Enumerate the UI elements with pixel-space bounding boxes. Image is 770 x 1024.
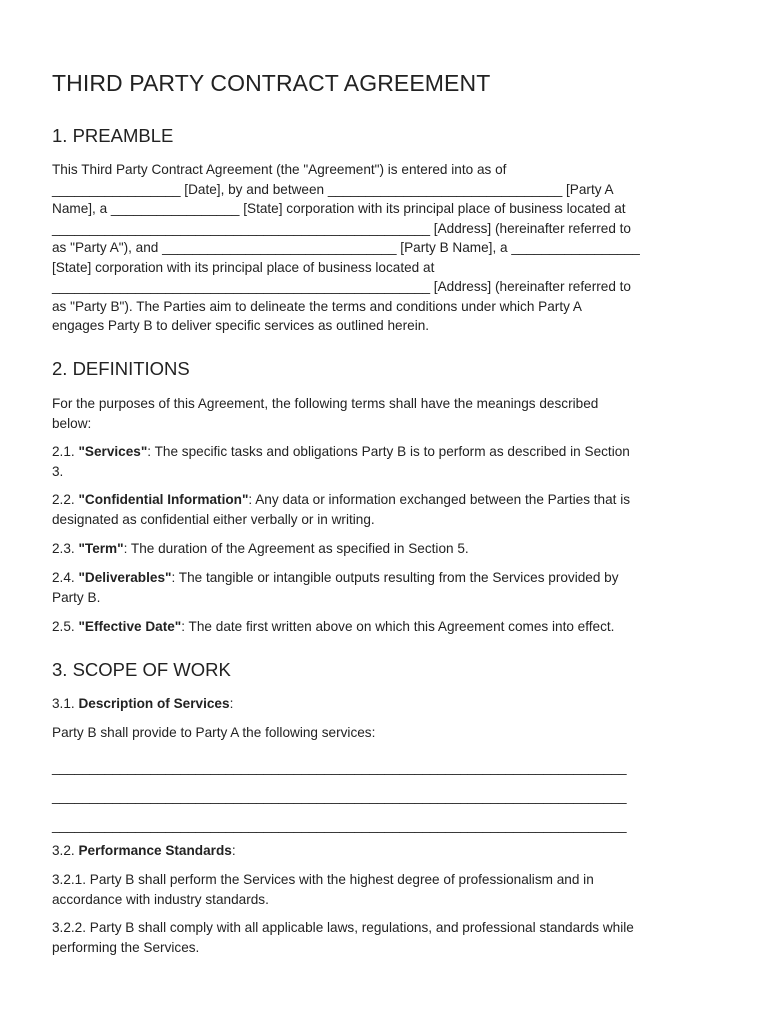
document-title: THIRD PARTY CONTRACT AGREEMENT bbox=[52, 70, 491, 96]
preamble-line: __________________________________________________ [Address] (hereinafter referred to bbox=[52, 279, 631, 294]
definitions-intro-line: For the purposes of this Agreement, the following terms shall have the meanings described bbox=[52, 396, 599, 411]
preamble-paragraph bbox=[52, 160, 722, 336]
definition-term: "Deliverables" bbox=[78, 570, 172, 585]
section-heading-definitions: 2. DEFINITIONS bbox=[52, 358, 190, 379]
preamble-line: as "Party B"). The Parties aim to delineate the terms and conditions under which Party A bbox=[52, 298, 583, 314]
definition-term: "Services" bbox=[78, 444, 148, 459]
definition-item-confidential-information: 2.2. "Confidential Information": Any data or information exchanged between the Parties that is designated as confidential either verbally or in writing. bbox=[52, 492, 631, 527]
definition-term: "Confidential Information" bbox=[78, 492, 249, 507]
preamble-line: Name], a _________________ [State] corporation with its principal place of business located at bbox=[52, 201, 626, 216]
definition-item-services: 2.1. "Services": The specific tasks and obligations Party B is to perform as described in Section 3. bbox=[52, 444, 630, 479]
preamble-line: engages Party B to deliver specific services as outlined herein. bbox=[52, 318, 430, 333]
definition-item-effective-date: 2.5. "Effective Date": The date first written above on which this Agreement comes into effect. bbox=[52, 619, 615, 634]
services-intro: Party B shall provide to Party A the following services: bbox=[52, 725, 376, 740]
definitions-intro-line: below: bbox=[52, 415, 92, 431]
preamble-line: _________________ [Date], by and between _______________________________ [Party A bbox=[52, 181, 614, 197]
services-blank-line[interactable]: ____________________________________________________________________________ bbox=[52, 818, 627, 833]
clause-3-2-2: 3.2.2. Party B shall comply with all applicable laws, regulations, and professional standards while performing the Services. bbox=[52, 920, 634, 955]
preamble-line: as "Party A"), and _______________________________ [Party B Name], a _________________ bbox=[52, 240, 640, 255]
preamble-line: __________________________________________________ [Address] (hereinafter referred to bbox=[52, 220, 631, 236]
definition-term: "Term" bbox=[78, 541, 124, 556]
clause-3-2-1: 3.2.1. Party B shall perform the Services with the highest degree of professionalism and in accordance with industry standards. bbox=[52, 872, 594, 907]
definitions-intro bbox=[52, 394, 722, 433]
definition-item-deliverables: 2.4. "Deliverables": The tangible or intangible outputs resulting from the Services provided by Party B. bbox=[52, 570, 619, 605]
definition-item-term: 2.3. "Term": The duration of the Agreement as specified in Section 5. bbox=[52, 541, 469, 556]
section-heading-preamble: 1. PREAMBLE bbox=[52, 125, 174, 146]
subsection-heading-description-of-services: 3.1. Description of Services: bbox=[52, 696, 234, 711]
section-heading-scope-of-work: 3. SCOPE OF WORK bbox=[52, 659, 231, 680]
services-blank-line[interactable]: ____________________________________________________________________________ bbox=[52, 789, 627, 804]
subsection-heading-performance-standards: 3.2. Performance Standards: bbox=[52, 843, 236, 858]
preamble-line: This Third Party Contract Agreement (the "Agreement") is entered into as of bbox=[52, 162, 507, 177]
preamble-line: [State] corporation with its principal place of business located at bbox=[52, 259, 435, 275]
definition-term: "Effective Date" bbox=[78, 619, 182, 634]
services-blank-line[interactable]: ____________________________________________________________________________ bbox=[52, 760, 627, 775]
